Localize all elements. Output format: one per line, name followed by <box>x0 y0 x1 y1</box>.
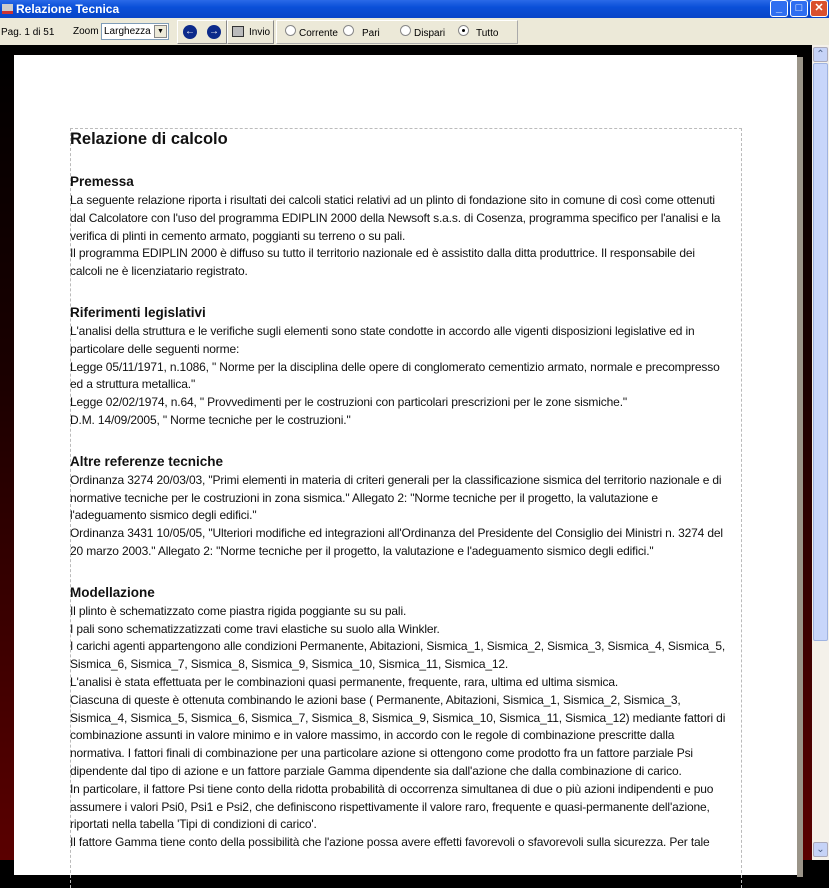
text-line: L'analisi della struttura e le verifiche sugli elementi sono state condotte in accordo alle vigenti disposizioni legislative ed in <box>70 323 695 338</box>
spacer <box>70 561 750 583</box>
zoom-select[interactable] <box>101 23 169 40</box>
section-heading: Premessa <box>70 174 134 189</box>
text-line: assumere i valori Psi0, Psi1 e Psi2, che definiscono rispettivamente il valore raro, frequente e quasi-permanente dell'azione, <box>70 799 710 814</box>
text-line: normative tecniche per le costruzioni in zona sismica." Allegato 2: "Norme tecniche per il progetto, la valutazione e <box>70 490 658 505</box>
scrollbar-thumb[interactable] <box>813 63 828 641</box>
chevron-down-icon[interactable]: ▼ <box>154 25 167 38</box>
text-line: riportati nella tabella 'Tipi di condizioni di carico'. <box>70 817 317 832</box>
document-title: Relazione di calcolo <box>70 130 228 148</box>
spacer <box>70 430 750 452</box>
window-title: Relazione Tecnica <box>16 2 120 16</box>
print-button[interactable] <box>227 20 274 44</box>
text-line: Il plinto è schematizzato come piastra rigida poggiante su su pali. <box>70 603 407 618</box>
text-line: Sismica_6, Sismica_7, Sismica_8, Sismica_9, Sismica_10, Sismica_11, Sismica_12. <box>70 657 509 672</box>
text-line: Ciascuna di queste è ottenuta combinando le azioni base ( Permanente, Abitazioni, Sismica_1, Sismica_2, Sismica_3, <box>70 692 681 707</box>
minimize-button[interactable]: _ <box>770 0 788 17</box>
text-line: I carichi agenti appartengono alle condizioni Permanente, Abitazioni, Sismica_1, Sismica_2, Sismica_3, Sismica_4, Sismica_5, <box>70 639 726 654</box>
printer-app-icon <box>2 4 13 14</box>
text-line: calcoli ne è licenziatario registrato. <box>70 264 248 279</box>
page-indicator: Pag. 1 di 51 <box>1 27 55 38</box>
text-line: La seguente relazione riporta i risultati dei calcoli statici relativi ad un plinto di fondazione sito in comune di così come ottenuti <box>70 193 715 207</box>
text-line: I pali sono schematizzatizzati come travi elastiche su suolo alla Winkler. <box>70 621 440 636</box>
text-line: ed a struttura metallica." <box>70 377 196 392</box>
document-page <box>14 55 797 875</box>
text-line: L'analisi è stata effettuata per le combinazioni quasi permanente, frequente, rara, ultima ed ultima sismica. <box>70 674 619 689</box>
spacer <box>70 281 750 303</box>
radio-label: Pari <box>362 28 380 39</box>
preview-area <box>0 45 812 860</box>
printer-icon <box>232 26 244 37</box>
scroll-up-button[interactable]: ⌃ <box>813 47 828 62</box>
radio-tutto[interactable] <box>458 25 469 36</box>
print-label: Invio <box>249 27 271 38</box>
text-line: 20 marzo 2003." Allegato 2: "Norme tecniche per il progetto, la valutazione e l'adeguamento sismico degli edifici." <box>70 543 654 558</box>
document-content <box>70 129 750 852</box>
nav-group <box>177 20 227 44</box>
text-line: In particolare, il fattore Psi tiene conto della ridotta probabilità di occorrenza simultanea di due o più azioni indipendenti e puo <box>70 781 714 796</box>
text-line: Legge 02/02/1974, n.64, " Provvedimenti per le costruzioni con particolari prescrizioni per le zone sismiche." <box>70 395 627 410</box>
text-line: dipendente dal tipo di azione e un fattore parziale Gamma dipendente sia dall'azione che dalla combinazione di carico. <box>70 763 682 778</box>
radio-dispari[interactable] <box>400 25 411 36</box>
scroll-down-button[interactable]: ⌄ <box>813 842 828 857</box>
vertical-scrollbar[interactable] <box>812 45 829 860</box>
section-heading: Modellazione <box>70 584 155 600</box>
text-line: l'adeguamento sismico degli edifici." <box>70 508 257 523</box>
maximize-button[interactable]: □ <box>790 0 808 17</box>
text-line: Ordinanza 3431 10/05/05, "Ulteriori modifiche ed integrazioni all'Ordinanza del Presidente del Consiglio dei Ministri n. 3274 del <box>70 526 723 541</box>
text-line: dal Calcolatore con l'uso del programma EDIPLIN 2000 della Newsoft s.a.s. di Cosenza, programma specifico per l'analisi e la <box>70 210 721 225</box>
spacer <box>70 150 750 172</box>
section-heading: Altre referenze tecniche <box>70 453 224 469</box>
text-line: Sismica_4, Sismica_5, Sismica_6, Sismica_7, Sismica_8, Sismica_9, Sismica_10, Sismica_11, Sismica_12) mediante fattori di <box>70 710 726 725</box>
radio-label: Tutto <box>476 28 499 39</box>
close-button[interactable]: ✕ <box>810 0 828 17</box>
next-page-button[interactable]: → <box>209 26 219 37</box>
toolbar <box>0 18 829 45</box>
zoom-select-value: Larghezza <box>104 26 151 37</box>
radio-corrente[interactable] <box>285 25 296 36</box>
text-line: D.M. 14/09/2005, " Norme tecniche per le costruzioni." <box>70 412 351 427</box>
text-line: Legge 05/11/1971, n.1086, " Norme per la disciplina delle opere di conglomerato cementizio armato, normale e precompresso <box>70 359 720 374</box>
text-line: combinazione assunti in valore minimo e in valore massimo, in accordo con le regole di combinazione prescritte dalla <box>70 728 675 743</box>
page-shadow <box>797 57 803 877</box>
text-line: verifica di plinti in cemento armato, poggianti su terreno o su pali. <box>70 228 406 243</box>
radio-label: Corrente <box>299 28 338 39</box>
text-line: normativa. I fattori finali di combinazione per una particolare azione si ottengono come prodotto fra un fattore parziale Psi <box>70 746 693 761</box>
text-line: Ordinanza 3274 20/03/03, "Primi elementi in materia di criteri generali per la classificazione sismica del territorio nazionale e di <box>70 472 722 487</box>
title-bar <box>0 0 829 18</box>
text-line: Il programma EDIPLIN 2000 è diffuso su tutto il territorio nazionale ed è assistito dalla ditta produttrice. Il responsabile dei <box>70 246 695 261</box>
text-line: particolare delle seguenti norme: <box>70 341 240 356</box>
text-line: Il fattore Gamma tiene conto della possibilità che l'azione possa avere effetti favorevoli o sfavorevoli sulla sicurezza. Per tale <box>70 835 710 850</box>
radio-pari[interactable] <box>343 25 354 36</box>
previous-page-button[interactable]: ← <box>185 26 195 37</box>
section-heading: Riferimenti legislativi <box>70 304 206 320</box>
zoom-label: Zoom <box>73 26 99 37</box>
radio-label: Dispari <box>414 28 446 39</box>
